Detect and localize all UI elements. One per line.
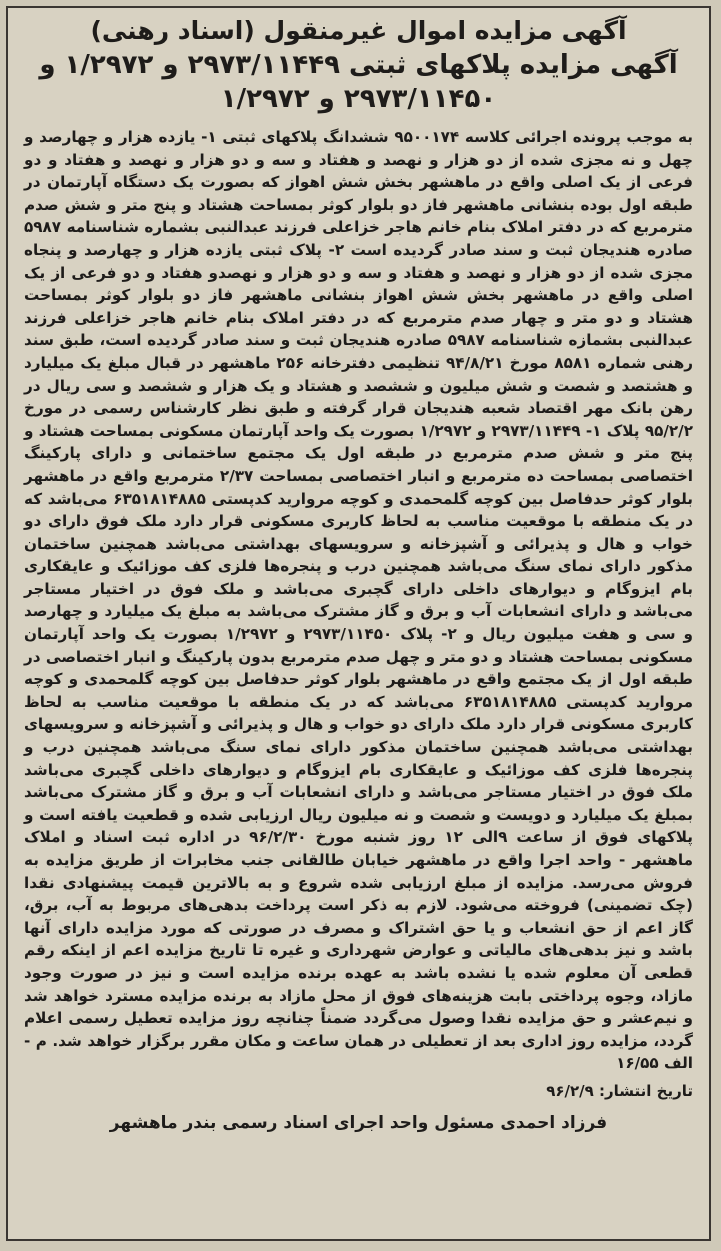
notice-subtitle-line1: آگهی مزایده پلاکهای ثبتی ۲۹۷۳/۱۱۴۴۹ و ۱/۲۹۷۲ و	[39, 50, 678, 80]
notice-subtitle-line2: ۲۹۷۳/۱۱۴۵۰ و ۱/۲۹۷۲	[220, 84, 497, 114]
notice-body: به موجب پرونده اجرائی کلاسه ۹۵۰۰۱۷۴ ششدانگ پلاکهای ثبتی ۱- یازده هزار و چهارصد و چهل و نه مجزی شده از دو هزار و نهصد و هفتاد و سه و دو هزار و نهصد و هفتاد و دو فرعی از یک اصلی واقع در ماهشهر بخش شش اهواز که بصورت یک دستگاه آپارتمان در طبقه اول بوده بنشانی ماهشهر فاز دو بلوار کوثر بمساحت هشتاد و پنج متر و شش صدم مترمربع که در دفتر املاک بنام خانم هاجر خزاعلی فرزند عبدالنبی بشماره شناسنامه ۵۹۸۷ صادره هندیجان ثبت و سند صادر گردیده است ۲- پلاک ثبتی یازده هزار و چهارصد و پنجاه مجزی شده از دو هزار و نهصد و هفتاد و سه و دو هزار و نهصدو هفتاد و دو فرعی از یک اصلی واقع در ماهشهر بخش شش اهواز بنشانی ماهشهر فاز دو بلوار کوثر بمساحت هشتاد و دو متر و چهار صدم مترمربع که در دفتر املاک بنام خانم هاجر خزاعلی فرزند عبدالنبی بشمازه شناسنامه ۵۹۸۷ صادره هندیجان ثبت و سند صادر گردیده است، طبق سند رهنی شماره ۸۵۸۱ مورخ ۹۴/۸/۲۱ تنظیمی دفترخانه ۲۵۶ ماهشهر در قبال مبلغ یک میلیارد و هشتصد و شصت و شش میلیون و ششصد و هشتاد و یک هزار و ششصد و سی ریال در رهن بانک مهر اقتصاد شعبه هندیجان قرار گرفته و طبق نظر کارشناس رسمی در مورخ ۹۵/۲/۲ پلاک ۱- ۲۹۷۳/۱۱۴۴۹ و ۱/۲۹۷۲ بصورت یک واحد آپارتمان مسکونی بمساحت هشتاد و پنج متر و شش صدم مترمربع در طبقه اول یک مجتمع ساختمانی و دارای پارکینگ اختصاصی بمساحت ده مترمربع و انبار اختصاصی بمساحت ۲/۳۷ مترمربع واقع در ماهشهر بلوار کوثر حدفاصل بین کوچه گلمحمدی و کوچه مروارید کدپستی ۶۳۵۱۸۱۴۸۸۵ می‌باشد که در یک منطقه با موقعیت مناسب به لحاظ کاربری مسکونی قرار دارد ملک فوق دارای دو خواب و هال و پذیرائی و آشپزخانه و سرویسهای بهداشتی می‌باشد همچنین ساختمان مذکور دارای نمای سنگ می‌باشد همچنین درب و پنجره‌ها فلزی کف موزائیک و عایقکاری بام ایزوگام و دیوارهای داخلی دارای گچبری می‌باشد و ملک فوق در اختیار مستاجر می‌باشد و دارای انشعابات آب و برق و گاز مشترک می‌باشد به مبلغ یک میلیارد و چهارصد و سی و هفت میلیون ریال و ۲- پلاک ۲۹۷۳/۱۱۴۵۰ و ۱/۲۹۷۲ بصورت یک واحد آپارتمان مسکونی بمساحت هشتاد و دو متر و چهل صدم مترمربع بدون پارکینگ و انبار اختصاصی در طبقه اول از یک مجتمع واقع در ماهشهر بلوار کوثر حدفاصل بین کوچه گلمحمدی و کوچه مروارید کدپستی ۶۳۵۱۸۱۴۸۸۵ می‌باشد که در یک منطقه با موقعیت مناسب به لحاظ کاربری مسکونی قرار دارد ملک دارای دو خواب و هال و پذیرائی و آشپزخانه و سرویسهای بهداشتی می‌باشد همچنین ساختمان مذکور دارای نمای سنگ می‌باشد همچنین درب و پنجره‌ها فلزی کف موزائیک و عایقکاری بام ایزوگام و دیوارهای داخلی گچبری می‌باشد ملک فوق در اختیار مستاجر می‌باشد و دارای انشعابات آب و برق و گاز مشترک می‌باشد بمبلغ یک میلیارد و دویست و شصت و نه میلیون ریال ارزیابی شده و قطعیت یافته است و پلاکهای فوق از ساعت ۹الی ۱۲ روز شنبه مورخ ۹۶/۲/۳۰ در اداره ثبت اسناد و املاک ماهشهر - واحد اجرا واقع در ماهشهر خیابان طالقانی جنب مخابرات از طریق مزایده به فروش می‌رسد. مزایده از مبلغ ارزیابی شده شروع و به بالاترین قیمت پیشنهادی نقدا (چک تضمینی) فروخته می‌شود. لازم به ذکر است پرداخت بدهی‌های مربوط به آب، برق، گاز اعم از حق انشعاب و یا حق اشتراک و مصرف در صورتی که مورد مزایده دارای آنها باشد و نیز بدهی‌های مالیاتی و عوارض شهرداری و غیره تا تاریخ مزایده اعم از اینکه رقم قطعی آن معلوم شده یا نشده باشد به عهده برنده مزایده است و نیز در صورت وجود مازاد، وجوه پرداختی بابت هزینه‌های فوق از محل مازاد به برنده مزایده مسترد خواهد شد و نیم‌عشر و حق مزایده نقدا وصول می‌گردد ضمناً چنانچه روز مزایده تعطیل رسمی اعلام گردد، مزایده روز اداری بعد از تعطیلی در همان ساعت و مکان مقرر برگزار خواهد شد. م - الف ۱۶/۵۵	[24, 128, 694, 1073]
notice-title: آگهی مزایده اموال غیرمنقول (اسناد رهنی)	[90, 16, 627, 45]
signature-line: فرزاد احمدی مسئول واحد اجرای اسناد رسمی بندر ماهشهر	[109, 1112, 608, 1133]
auction-notice	[6, 6, 711, 1241]
publish-date: تاریخ انتشار: ۹۶/۲/۹	[546, 1081, 693, 1100]
